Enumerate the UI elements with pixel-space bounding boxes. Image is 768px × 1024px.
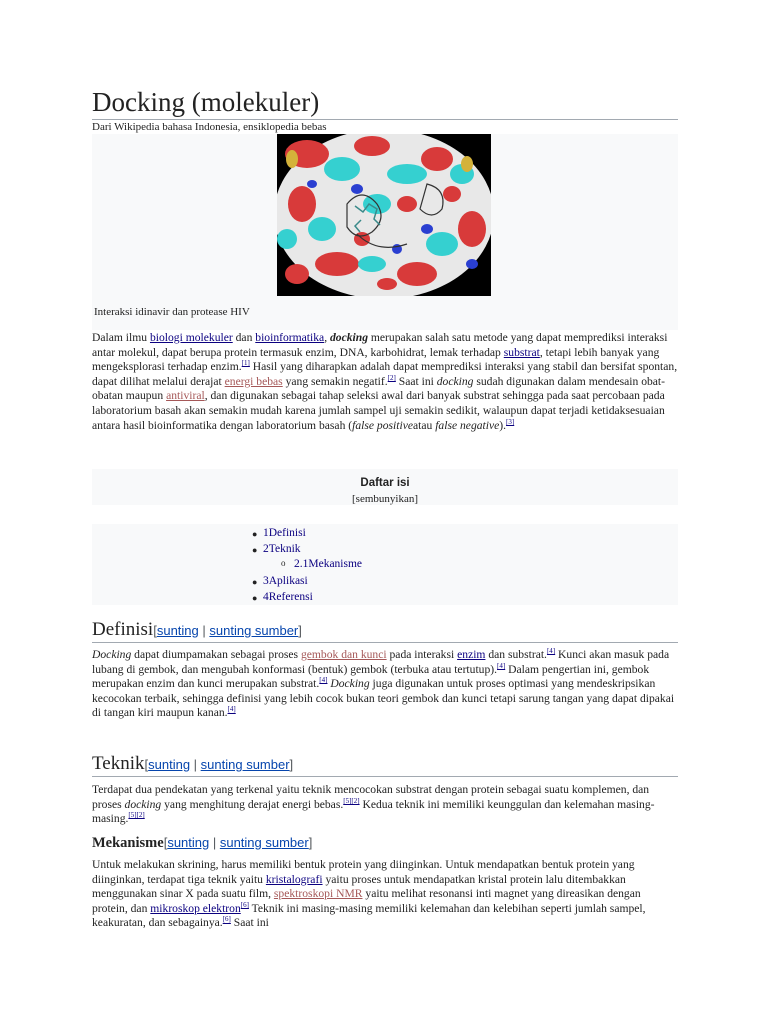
ref-4[interactable]: [4] <box>497 661 506 670</box>
link-enzim[interactable]: enzim <box>457 648 486 661</box>
ref-3[interactable]: [3] <box>506 417 515 426</box>
link-energi-bebas[interactable]: energi bebas <box>224 374 283 388</box>
edit-link[interactable]: sunting <box>148 757 191 772</box>
toc-toggle[interactable]: [sembunyikan] <box>352 493 418 505</box>
link-antiviral[interactable]: antiviral <box>166 389 205 403</box>
ref-5-2[interactable]: [5][2] <box>128 811 145 820</box>
edit-source-link[interactable]: sunting sumber <box>209 623 299 638</box>
intro-paragraph: Dalam ilmu biologi molekuler dan bioinformatika, docking merupakan salah satu metode yang dapat memprediksi interaksi antar molekul, dapat berupa protein termasuk enzim, DNA, karbohidrat, lemak terhadap substrat, tetapi lebih banyak yang mengeksplorasi terhadap enzim.[1] Hasil yang diharapkan adalah dapat memprediksi interaksi yang stabil dan bersifat spontan, dapat dilihat melalui derajat energi bebas yang semakin negatif.[2] Saat ini docking sudah digunakan dalam mendesain obat-obatan maupun antiviral, dan digunakan sebagai tahap seleksi awal dari banyak substrat sehingga pada saat percobaan pada laboratorium basah akan semakin mudah karena jumlah sampel uji semakin sedikit, walaupun dapat terjadi ketidaksesuaian antara hasil bioinformatika dengan laboratorium basah (false positiveatau false negative).[3] <box>92 331 678 432</box>
toc-bullet-4: ● <box>252 593 258 603</box>
edit-link[interactable]: sunting <box>156 623 199 638</box>
link-kristalografi[interactable]: kristalografi <box>265 872 323 886</box>
molecule-render <box>277 134 491 296</box>
edit-links: [sunting | sunting sumber] <box>144 757 294 772</box>
toc-item-aplikasi[interactable]: 3Aplikasi <box>263 575 308 587</box>
ref-4[interactable]: [4] <box>319 676 328 685</box>
page-title: Docking (molekuler) <box>92 86 678 120</box>
toc-list <box>92 524 678 605</box>
toc-sub-bullet: o <box>281 558 286 568</box>
ref-6[interactable]: [6] <box>240 900 249 909</box>
edit-links: [sunting | sunting sumber] <box>153 623 302 638</box>
link-biologi-molekuler[interactable]: biologi molekuler <box>149 331 233 344</box>
toc-item-teknik[interactable]: 2Teknik <box>263 543 301 555</box>
ref-6[interactable]: [6] <box>222 915 231 924</box>
toc-item-definisi[interactable]: 1Definisi <box>263 527 306 539</box>
toc-bullet-2: ● <box>252 545 258 555</box>
ref-4[interactable]: [4] <box>546 647 556 656</box>
toc-bullet-3: ● <box>252 577 258 587</box>
ref-4[interactable]: [4] <box>227 705 236 714</box>
teknik-paragraph: Terdapat dua pendekatan yang terkenal yaitu teknik mencocokan substrat dengan protein sebagai suatu komplemen, dan proses docking yang menghitung derajat energi bebas.[5][2] Kedua teknik ini memiliki keunggulan dan kelemahan masing-masing.[5][2] <box>92 783 655 826</box>
edit-link[interactable]: sunting <box>167 835 210 850</box>
definisi-paragraph: Docking dapat diumpamakan sebagai proses gembok dan kunci pada interaksi enzim dan substrat.[4] Kunci akan masuk pada lubang di gembok, dan mengubah konformasi (bentuk) gembok (terbuka atau tertutup).[4] Dalam pengertian ini, gembok merupakan enzim dan kunci merupakan substrat.[4] Docking juga digunakan untuk proses optimasi yang mendeskripsikan kecocokan terbaik, sehingga definisi yang lebih cocok bukan teori gembok dan kunci tetapi sarung tangan yang dapat dipakai di tangan kiri maupun kanan.[4] <box>92 647 675 720</box>
link-gembok-dan-kunci[interactable]: gembok dan kunci <box>300 648 387 661</box>
figure <box>92 134 678 330</box>
tagline: Dari Wikipedia bahasa Indonesia, ensiklopedia bebas <box>92 121 327 133</box>
toc-bullet-1: ● <box>252 529 258 539</box>
edit-links: [sunting | sunting sumber] <box>163 835 313 850</box>
edit-source-link[interactable]: sunting sumber <box>200 757 290 772</box>
link-substrat[interactable]: substrat <box>503 345 540 359</box>
link-bioinformatika[interactable]: bioinformatika <box>255 331 325 344</box>
heading-mekanisme: Mekanisme[sunting | sunting sumber] <box>92 835 313 851</box>
protein-surface-image[interactable] <box>277 134 491 296</box>
toc-item-mekanisme[interactable]: 2.1Mekanisme <box>294 558 363 570</box>
edit-source-link[interactable]: sunting sumber <box>219 835 309 850</box>
heading-definisi: Definisi[sunting | sunting sumber] <box>92 619 678 643</box>
toc-item-referensi[interactable]: 4Referensi <box>263 591 313 603</box>
ref-2[interactable]: [2] <box>387 373 396 382</box>
toc-header <box>92 469 678 505</box>
mekanisme-paragraph: Untuk melakukan skrining, harus memiliki bentuk protein yang diinginkan. Untuk mendapatkan bentuk protein yang diinginkan, terdapat tiga teknik yaitu kristalografi yaitu proses untuk mendapatkan kristal protein lalu ditembakkan menggunakan sinar X pada suatu film, spektroskopi NMR yaitu melihat resonansi inti magnet yang direasikan dengan protein, dan mikroskop elektron[6] Teknik ini masing-masing memiliki kelemahan dan kelebihan seperti jumlah sampel, keakuratan, dan sebagainya.[6] Saat ini <box>92 858 646 930</box>
link-spektroskopi-nmr[interactable]: spektroskopi NMR <box>273 887 363 901</box>
link-mikroskop-elektron[interactable]: mikroskop elektron <box>150 901 241 915</box>
ref-5-2[interactable]: [5][2] <box>343 796 360 805</box>
figure-caption: Interaksi idinavir dan protease HIV <box>94 306 250 318</box>
heading-teknik: Teknik[sunting | sunting sumber] <box>92 753 678 777</box>
ref-1[interactable]: [1] <box>241 359 250 368</box>
toc-title: Daftar isi <box>360 477 410 489</box>
